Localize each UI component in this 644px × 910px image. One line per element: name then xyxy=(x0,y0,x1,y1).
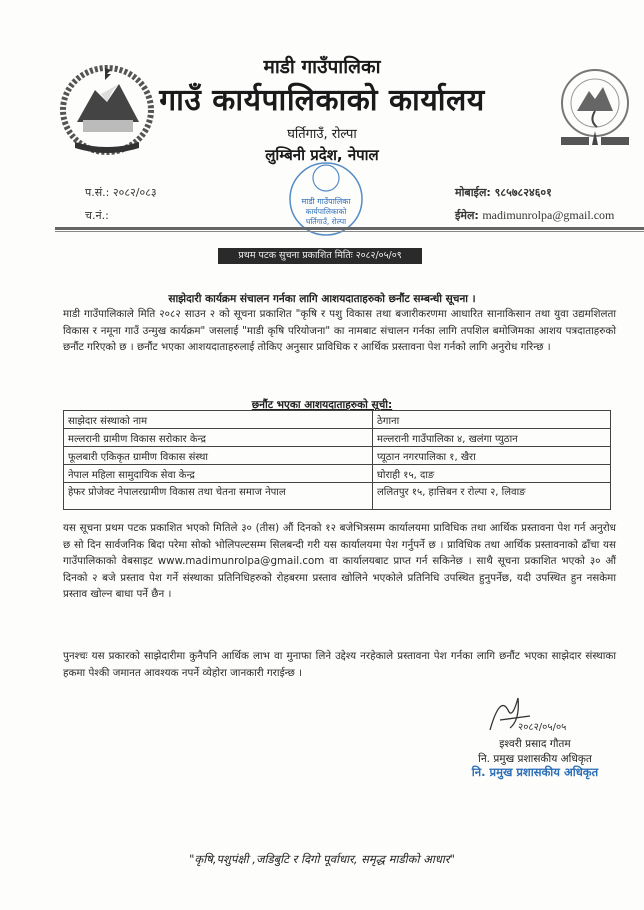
patra-sankhya-value: २०८२/०८३ xyxy=(112,186,157,199)
svg-text:माडी गाउँपालिका: माडी गाउँपालिका xyxy=(301,197,351,206)
org-address: घोराही १५, दाङ xyxy=(373,465,611,483)
signature xyxy=(470,690,567,735)
header-divider-thin xyxy=(55,231,644,232)
notice-paragraph-2: यस सूचना प्रथम पटक प्रकाशित भएको मितिले ३० (तीस) औं दिनको १२ बजेभित्रसम्म कार्यालयमा प्राविधिक तथा आर्थिक प्रस्तावना पेश गर्न अनुरोध छ सो दिन सार्वजनिक बिदा परेमा सोको भोलिपल्टसम्म सिलबन्दी गरी यस कार्यालयमा पेश गर्नुपर्ने छ । प्राविधिक तथा आर्थिक प्रस्तावनाको ढाँचा यस गाउँपालिकाको वेबसाइट www.madimunrolpa@gmail.com वा कार्यालयबाट प्राप्त गर्न सकिनेछ । साथै सूचना प्रकाशित भएको ३० औं दिनको २ बजे प्रस्ताव पेश गर्ने संस्थाका प्रतिनिधिहरुको रोहबरमा प्रस्ताव खोलिने भएकोले प्रतिनिधि उपस्थित हुनुपर्नेछ, यदी उपस्थित हुन नसकेमा प्रस्ताव खोल्न बाधा पर्ने छैन । xyxy=(63,522,616,600)
table-row xyxy=(64,447,611,465)
email xyxy=(455,208,614,223)
org-name: फूलबारी एकिकृत ग्रामीण विकास संस्था xyxy=(64,447,373,465)
table-row xyxy=(64,429,611,447)
email-label: ईमेल: xyxy=(455,209,479,222)
footer-motto: "कृषि,पशुपंक्षी ,जडिबुटि र दिगो पूर्वाधार, समृद्ध माडीको आधार" xyxy=(189,852,455,866)
org-address: प्यूठान नगरपालिका १, खैरा xyxy=(373,447,611,465)
publication-date-banner: प्रथम पटक सुचना प्रकाशित मितिः २०८२/०५/०९ xyxy=(218,248,422,264)
office-location: घर्तिगाउँ, रोल्पा xyxy=(287,127,357,142)
header-org-name: साझेदार संस्थाको नाम xyxy=(64,411,373,429)
municipality-name: माडी गाउँपालिका xyxy=(263,56,381,78)
table-row xyxy=(64,483,611,510)
office-province: लुम्बिनी प्रदेश, नेपाल xyxy=(265,146,379,164)
notice-subject: साझेदारी कार्यक्रम संचालन गर्नका लागि आशयदाताहरुको छनौंट सम्बन्धी सूचना । xyxy=(168,293,476,305)
signatory-title-stamp: नि. प्रमुख प्रशासकीय अधिकृत xyxy=(471,765,599,779)
svg-text:घर्तिगाउँ, रोल्पा: घर्तिगाउँ, रोल्पा xyxy=(305,217,347,226)
selected-organizations-table xyxy=(63,410,611,510)
mobile-value: ९८५७८२४६०१ xyxy=(494,186,552,199)
header-divider xyxy=(55,227,644,230)
org-name: नेपाल महिला सामुदायिक सेवा केन्द्र xyxy=(64,465,373,483)
org-address: ललितपुर १५, हात्तिबन र रोल्पा २, लिवाङ xyxy=(373,483,611,510)
mobile-label: मोबाईल: xyxy=(455,186,491,199)
municipality-logo xyxy=(555,65,635,155)
office-title: गाउँ कार्यपालिकाको कार्यालय xyxy=(159,83,485,118)
email-value: madimunrolpa@gmail.com xyxy=(482,208,615,222)
table-header-row xyxy=(64,411,611,429)
signature-date: २०८२/०५/०५ xyxy=(518,722,567,733)
notice-paragraph-1: माडी गाउँपालिकाले मिति २०८२ साउन २ को सूचना प्रकाशित "कृषि र पशु विकास तथा बजारीकरणमा आधारित सानाकिसान तथा युवा उद्यमशिलता विकास र नमूना गाउँ उन्मुख कार्यक्रम" जसलाई "माडी कृषि परियोजना" का नामबाट संचालन गर्नका लागि तपशिल बमोजिमका आशय पत्रदाताहरुको छनौंट गरिएको छ । छनौंट भएका आशयदाताहरुलाई तोकिए अनुसार प्राविधिक र आर्थिक प्रस्तावना पेश गर्नको लागि अनुरोध गरिन्छ । xyxy=(63,308,616,353)
patra-sankhya-label: प.सं.: xyxy=(85,186,110,199)
header-address: ठेगाना xyxy=(373,411,611,429)
mobile-number xyxy=(455,185,552,200)
org-name: हेफर प्रोजेक्ट नेपालरग्रामीण विकास तथा चेतना समाज नेपाल xyxy=(64,483,373,510)
chalani-number xyxy=(85,208,109,223)
patra-sankhya xyxy=(85,185,157,200)
table-row xyxy=(64,465,611,483)
org-address: मल्लरानी गाउँपालिका ४, खलंगा प्युठान xyxy=(373,429,611,447)
svg-text:कार्यपालिकाको: कार्यपालिकाको xyxy=(305,207,347,216)
selected-list-title: छनौंट भएका आशयदाताहरुको सूची: xyxy=(251,399,393,411)
chalani-label: च.नं.: xyxy=(85,209,109,222)
signatory-name: इश्वरी प्रसाद गौतम xyxy=(499,738,571,750)
notice-paragraph-postscript: पुनश्चः यस प्रकारको साझेदारीमा कुनैपनि आर्थिक लाभ वा मुनाफा लिने उद्देश्य नरहेकाले प्रस्तावना पेश गर्नका लागि छनौंट भएका साझेदार संस्थाका हकमा पेश्की जमानत आवश्यक नपर्ने व्येहोरा जानकारी गराईन्छ । xyxy=(63,650,616,679)
municipality-logo-icon xyxy=(555,65,635,155)
org-name: मल्लरानी ग्रामीण विकास सरोकार केन्द्र xyxy=(64,429,373,447)
signature-icon xyxy=(470,690,567,735)
signatory-title: नि. प्रमुख प्रशासकीय अधिकृत xyxy=(478,753,592,765)
